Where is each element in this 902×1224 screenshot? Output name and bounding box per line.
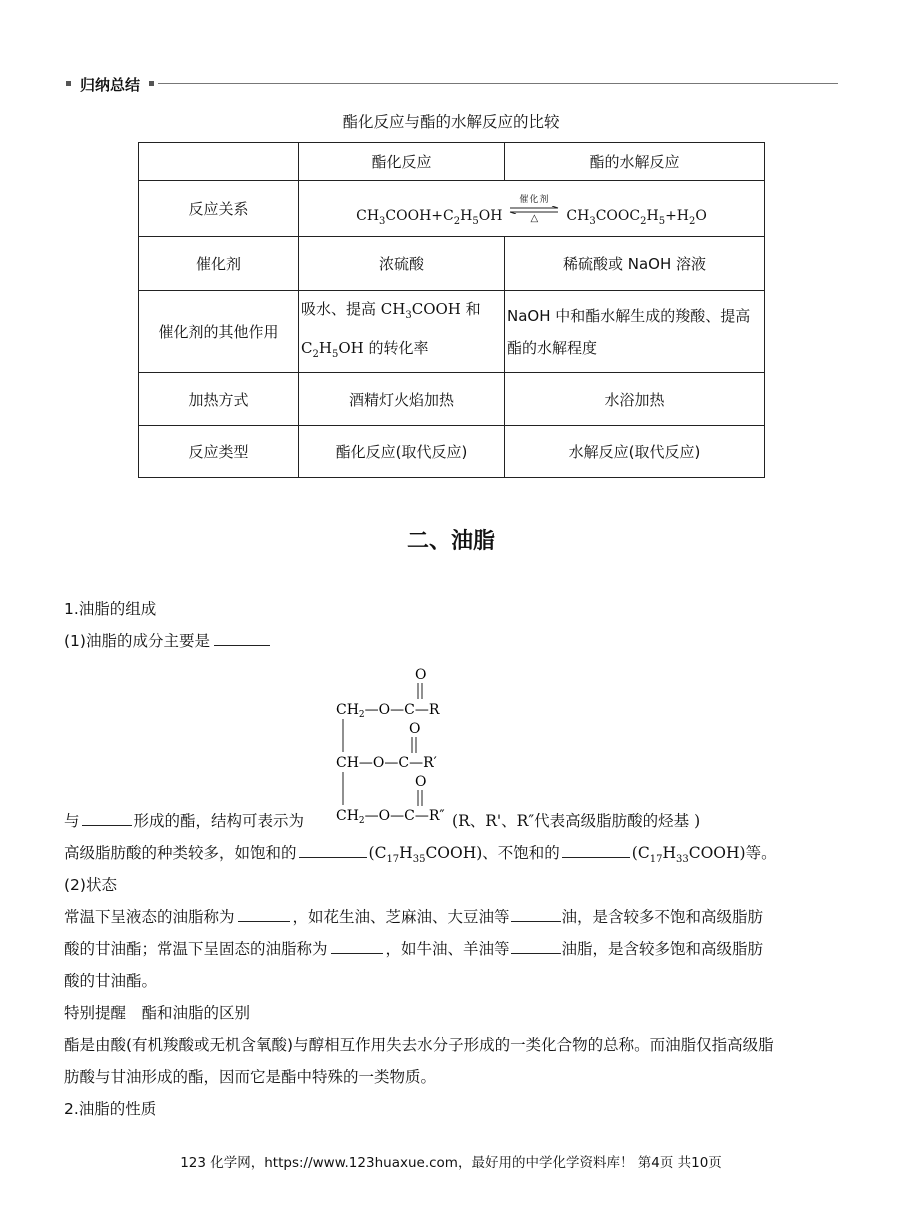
fill-blank[interactable] xyxy=(82,807,132,826)
structure-row-3: $CH_2—O—C—R''$ xyxy=(336,808,445,826)
page-footer: 123 化学网，https://www.123huaxue.com，最好用的中学化学资料库！ 第4页 共10页 xyxy=(180,1155,722,1171)
reaction-equation xyxy=(301,191,762,227)
text: 与 xyxy=(64,812,80,830)
equation-left: $CH_3COOH+C_2H_5OH$ xyxy=(356,207,503,227)
fill-blank[interactable] xyxy=(331,935,383,954)
cell-esterification: 吸水、提高 $CH_3COOH$ 和 $C_2H_5OH$ 的转化率 xyxy=(299,291,505,373)
text: (1)油脂的成分主要是 xyxy=(64,632,210,650)
text: ，如牛油、羊油等 xyxy=(385,940,510,958)
comparison-table xyxy=(138,142,765,478)
text: (R、R'、R″代表高级脂肪酸的烃基 ) xyxy=(452,812,701,830)
paragraph xyxy=(64,901,834,933)
text: $(C_{17}H_{33}COOH)$ xyxy=(631,844,746,866)
summary-header xyxy=(66,74,838,94)
paragraph: 酸的甘油酯。 xyxy=(64,972,158,990)
fill-blank[interactable] xyxy=(299,839,367,858)
reversible-arrow xyxy=(508,195,560,224)
paragraph: (2)状态 xyxy=(64,876,117,894)
oxygen-label: O xyxy=(409,721,421,737)
table-row-type xyxy=(139,426,765,478)
table-row-heating xyxy=(139,373,765,426)
cell-hydrolysis: 稀硫酸或 NaOH 溶液 xyxy=(505,237,765,291)
paragraph: 2.油脂的性质 xyxy=(64,1100,157,1118)
square-bullet-icon xyxy=(66,81,71,86)
paragraph: 1.油脂的组成 xyxy=(64,600,157,618)
fill-blank[interactable] xyxy=(511,935,561,954)
table-header-row xyxy=(139,143,765,181)
text: 酸的甘油酯；常温下呈固态的油脂称为 xyxy=(64,940,328,958)
cell-esterification: 浓硫酸 xyxy=(299,237,505,291)
paragraph: 酯是由酸(有机羧酸或无机含氧酸)与醇相互作用失去水分子形成的一类化合物的总称。而油脂仅指高级脂 xyxy=(64,1036,774,1054)
summary-title: 归纳总结 xyxy=(80,76,141,94)
text: 形成的酯，结构可表示为 xyxy=(133,812,305,830)
structure-row-2: CH—O—C—R′ xyxy=(336,755,437,771)
heat-symbol: △ xyxy=(530,212,539,224)
cell-esterification: 酒精灯火焰加热 xyxy=(299,373,505,426)
header-cell-empty xyxy=(139,143,299,181)
text: 油脂，是含较多饱和高级脂肪 xyxy=(561,940,764,958)
square-bullet-icon xyxy=(149,81,154,86)
paragraph xyxy=(64,625,834,657)
cell-hydrolysis: 水解反应(取代反应) xyxy=(505,426,765,478)
paragraph: 肪酸与甘油形成的酯，因而它是酯中特殊的一类物质。 xyxy=(64,1068,437,1086)
cell-esterification: 酯化反应(取代反应) xyxy=(299,426,505,478)
reaction-equation-cell xyxy=(299,181,765,237)
fill-blank[interactable] xyxy=(562,839,630,858)
text: 高级脂肪酸的种类较多，如饱和的 xyxy=(64,844,297,862)
catalyst-label: 催化剂 xyxy=(519,194,550,205)
triglyceride-structure xyxy=(330,662,470,828)
table-row-other-role xyxy=(139,291,765,373)
oxygen-label: O xyxy=(415,667,427,683)
text: 、不饱和的 xyxy=(482,844,560,862)
table-row-relation xyxy=(139,181,765,237)
header-cell-esterification: 酯化反应 xyxy=(299,143,505,181)
row-label: 催化剂 xyxy=(139,237,299,291)
table-row-catalyst xyxy=(139,237,765,291)
header-rule xyxy=(158,83,838,84)
text: 油，是含较多不饱和高级脂肪 xyxy=(561,908,764,926)
row-label: 加热方式 xyxy=(139,373,299,426)
row-label: 反应关系 xyxy=(139,181,299,237)
oxygen-label: O xyxy=(415,774,427,790)
equation-right: $CH_3COOC_2H_5+H_2O$ xyxy=(566,207,707,227)
fill-blank[interactable] xyxy=(238,903,290,922)
fill-blank[interactable] xyxy=(511,903,561,922)
row-label: 反应类型 xyxy=(139,426,299,478)
table-caption: 酯化反应与酯的水解反应的比较 xyxy=(342,113,560,131)
paragraph xyxy=(64,805,834,837)
paragraph xyxy=(64,933,834,965)
text: ，如花生油、芝麻油、大豆油等 xyxy=(292,908,510,926)
header-cell-hydrolysis: 酯的水解反应 xyxy=(505,143,765,181)
structure-row-1: $CH_2—O—C—R$ xyxy=(336,702,440,720)
cell-hydrolysis: 水浴加热 xyxy=(505,373,765,426)
cell-hydrolysis: NaOH 中和酯水解生成的羧酸、提高酯的水解程度 xyxy=(505,291,765,373)
text: 常温下呈液态的油脂称为 xyxy=(64,908,235,926)
text: $(C_{17}H_{35}COOH)$ xyxy=(368,844,483,866)
paragraph: 特别提醒 酯和油脂的区别 xyxy=(64,1004,251,1022)
fill-blank[interactable] xyxy=(214,627,270,646)
section-title: 二、油脂 xyxy=(406,529,495,554)
row-label: 催化剂的其他作用 xyxy=(139,291,299,373)
text: 等。 xyxy=(745,844,777,862)
